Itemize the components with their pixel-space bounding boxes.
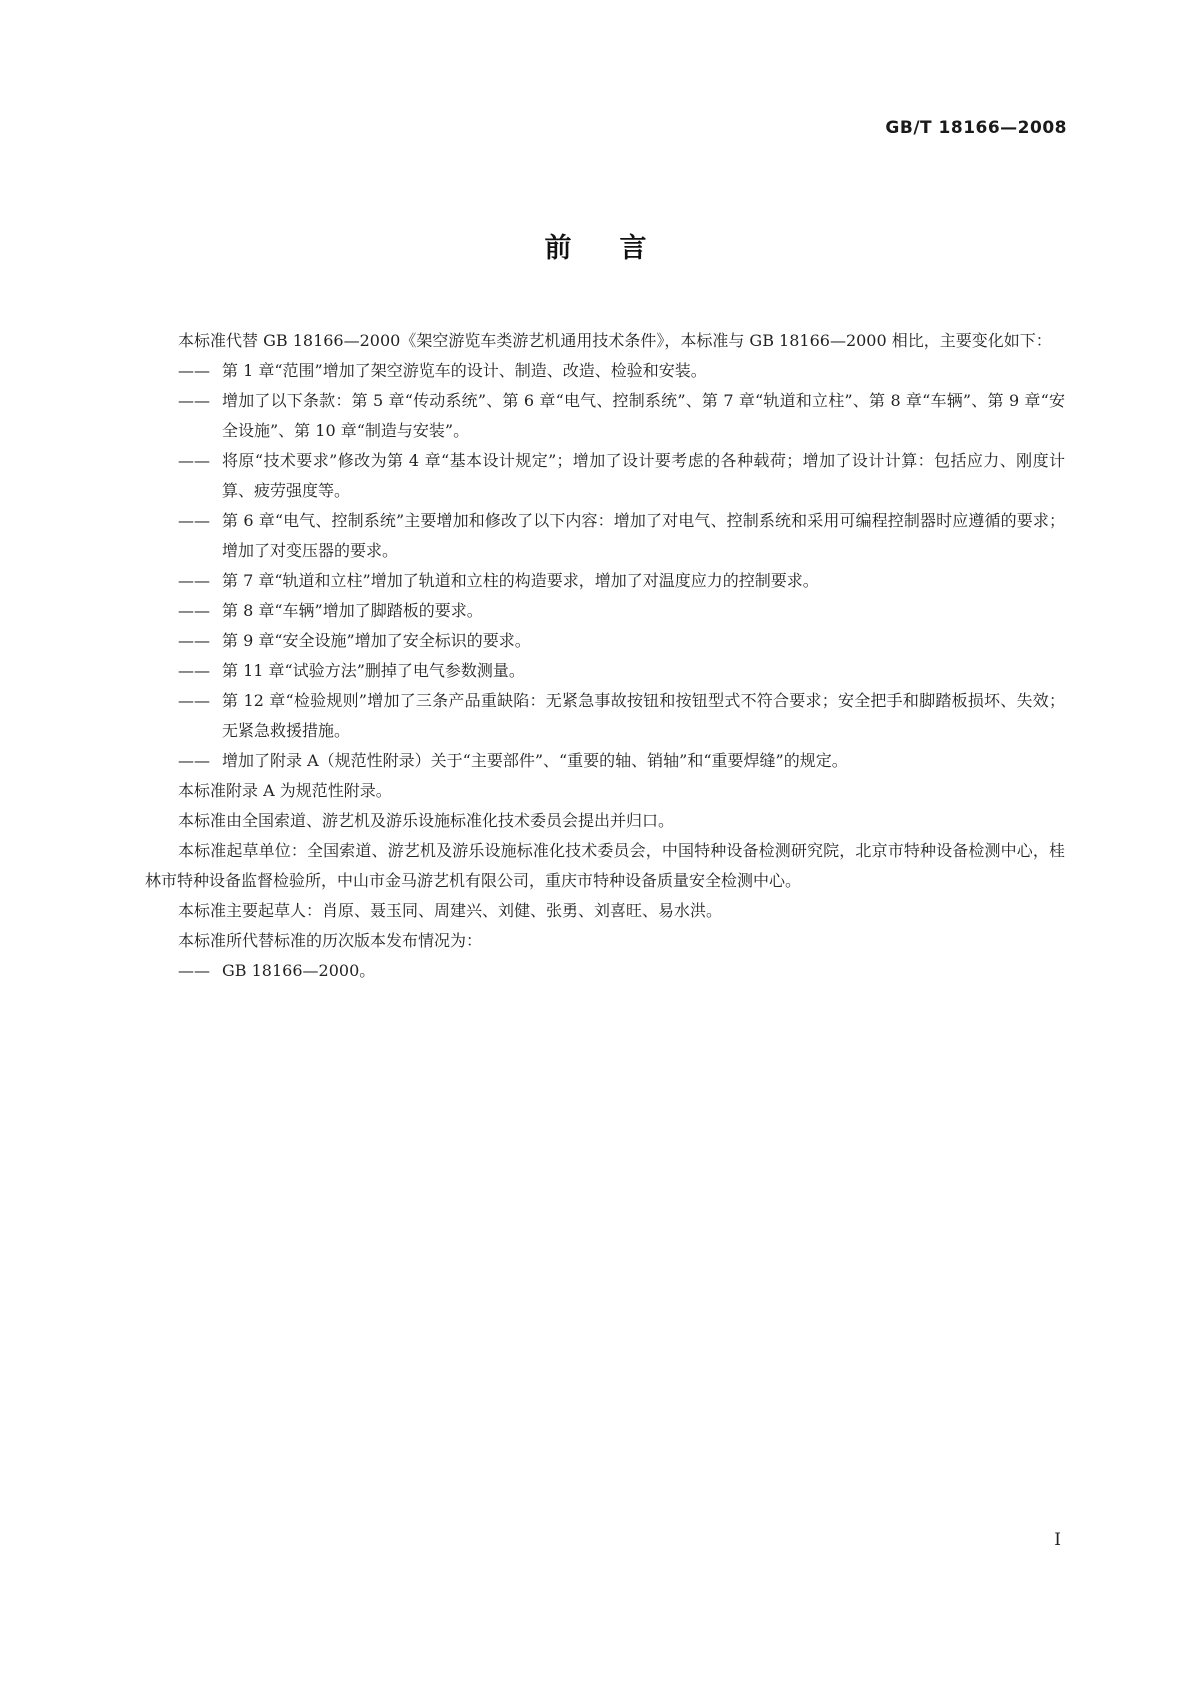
- dash-marker: ——: [178, 661, 210, 680]
- change-item-text: 第 1 章“范围”增加了架空游览车的设计、制造、改造、检验和安装。: [222, 361, 707, 380]
- history-item-text: GB 18166—2000。: [222, 961, 376, 980]
- change-item-text: 将原“技术要求”修改为第 4 章“基本设计规定”；增加了设计要考虑的各种载荷；增加了设计计算：包括应力、刚度计算、疲劳强度等。: [222, 451, 1065, 500]
- standard-code: GB/T 18166—2008: [885, 118, 1067, 138]
- dash-marker: ——: [178, 961, 210, 980]
- foreword-body: [145, 326, 1065, 986]
- change-item-text: 第 12 章“检验规则”增加了三条产品重缺陷：无紧急事故按钮和按钮型式不符合要求；安全把手和脚踏板损坏、失效；无紧急救援措施。: [222, 691, 1065, 740]
- change-item-text: 第 9 章“安全设施”增加了安全标识的要求。: [222, 631, 531, 650]
- dash-marker: ——: [178, 601, 210, 620]
- change-item: [145, 566, 1065, 596]
- appendix-note: 本标准附录 A 为规范性附录。: [178, 781, 392, 800]
- change-item-text: 第 11 章“试验方法”删掉了电气参数测量。: [222, 661, 525, 680]
- proposer-paragraph: 本标准由全国索道、游艺机及游乐设施标准化技术委员会提出并归口。: [178, 811, 675, 830]
- change-item: [145, 686, 1065, 746]
- drafters-paragraph: 本标准主要起草人：肖原、聂玉同、周建兴、刘健、张勇、刘喜旺、易水洪。: [178, 901, 723, 920]
- change-item: [145, 656, 1065, 686]
- change-item-text: 第 7 章“轨道和立柱”增加了轨道和立柱的构造要求，增加了对温度应力的控制要求。: [222, 571, 819, 590]
- page-title: 前言: [544, 233, 695, 264]
- dash-marker: ——: [178, 451, 210, 470]
- change-item: [145, 746, 1065, 776]
- change-item: [145, 596, 1065, 626]
- change-item: [145, 626, 1065, 656]
- change-item: [145, 506, 1065, 566]
- dash-marker: ——: [178, 361, 210, 380]
- change-item-text: 第 8 章“车辆”增加了脚踏板的要求。: [222, 601, 483, 620]
- dash-marker: ——: [178, 571, 210, 590]
- change-item-text: 增加了以下条款：第 5 章“传动系统”、第 6 章“电气、控制系统”、第 7 章“轨道和立柱”、第 8 章“车辆”、第 9 章“安全设施”、第 10 章“制造与安装”。: [222, 391, 1065, 440]
- dash-marker: ——: [178, 391, 210, 410]
- dash-marker: ——: [178, 511, 210, 530]
- dash-marker: ——: [178, 691, 210, 710]
- dash-marker: ——: [178, 751, 210, 770]
- drafting-units-paragraph: 本标准起草单位：全国索道、游艺机及游乐设施标准化技术委员会，中国特种设备检测研究院，北京市特种设备检测中心，桂林市特种设备监督检验所，中山市金马游艺机有限公司，重庆市特种设备质量安全检测中心。: [145, 841, 1065, 890]
- intro-paragraph: 本标准代替 GB 18166—2000《架空游览车类游艺机通用技术条件》，本标准与 GB 18166—2000 相比，主要变化如下：: [178, 331, 1052, 350]
- history-item: [145, 956, 1065, 986]
- change-item: [145, 446, 1065, 506]
- change-item: [145, 386, 1065, 446]
- page-number: I: [1054, 1530, 1061, 1550]
- change-item-text: 增加了附录 A（规范性附录）关于“主要部件”、“重要的轴、销轴”和“重要焊缝”的规定。: [222, 751, 848, 770]
- change-item: [145, 356, 1065, 386]
- change-item-text: 第 6 章“电气、控制系统”主要增加和修改了以下内容：增加了对电气、控制系统和采用可编程控制器时应遵循的要求；增加了对变压器的要求。: [222, 511, 1065, 560]
- history-intro: 本标准所代替标准的历次版本发布情况为：: [178, 931, 483, 950]
- dash-marker: ——: [178, 631, 210, 650]
